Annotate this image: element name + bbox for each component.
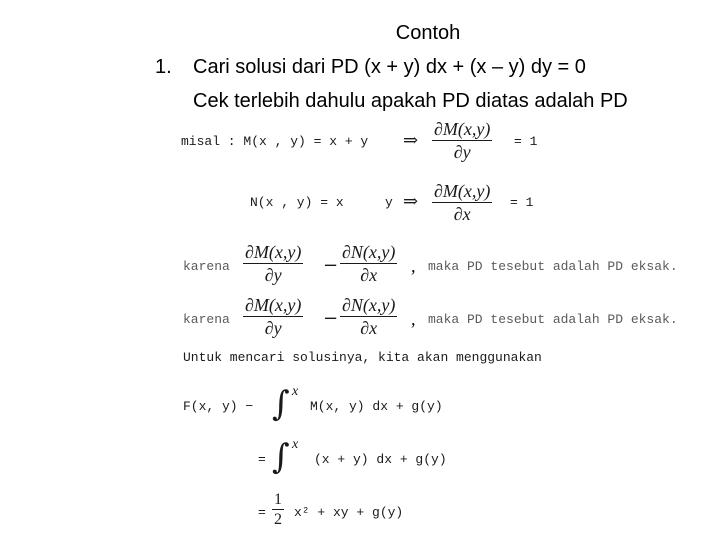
step1-upper-limit: x <box>292 384 299 399</box>
eq3-fraction-1 <box>243 241 303 286</box>
eq2-implies-arrow: ⇒ <box>403 191 419 212</box>
eq3-minus: − <box>323 255 339 276</box>
item-number: 1. <box>155 56 172 78</box>
eq2-rhs: y <box>385 195 393 210</box>
eq1-text: misal : M(x , y) = x + y <box>181 134 369 149</box>
slide-heading: Contoh <box>395 22 461 44</box>
eq3-fraction-2-denominator: ∂x <box>360 265 378 285</box>
eq1-fraction-numerator: ∂M(x,y) <box>434 119 491 139</box>
eq1-implies-arrow: ⇒ <box>403 130 419 151</box>
step1-integral-sign: ∫ <box>272 384 290 424</box>
eq3-fraction-2 <box>340 241 397 286</box>
eq1-fraction <box>432 118 492 163</box>
eq3-prefix: karena <box>183 259 230 274</box>
eq4-fraction-2-denominator: ∂x <box>360 318 378 338</box>
item-line-1: Cari solusi dari PD (x + y) dx + (x – y) dy = 0 <box>193 56 586 78</box>
eq4-minus: − <box>323 308 339 329</box>
eq2-lhs: N(x , y) = x <box>250 195 344 210</box>
step2-equals: = <box>258 452 266 467</box>
step3-fraction-numerator: 1 <box>274 491 282 508</box>
eq2-result: = 1 <box>510 195 534 210</box>
solution-intro: Untuk mencari solusinya, kita akan menggunakan <box>183 350 542 365</box>
eq4-fraction-1-denominator: ∂y <box>264 318 282 338</box>
eq1-fraction-denominator: ∂y <box>453 142 471 162</box>
eq4-prefix: karena <box>183 312 230 327</box>
eq4-fraction-2 <box>340 294 397 339</box>
step3-fraction <box>272 490 284 529</box>
step2-integrand: (x + y) dx + g(y) <box>314 452 447 467</box>
eq3-suffix: maka PD tesebut adalah PD eksak. <box>428 259 678 274</box>
eq2-fraction-numerator: ∂M(x,y) <box>434 181 491 201</box>
eq4-suffix: maka PD tesebut adalah PD eksak. <box>428 312 678 327</box>
eq3-fraction-1-numerator: ∂M(x,y) <box>245 242 302 262</box>
eq3-fraction-1-denominator: ∂y <box>264 265 282 285</box>
eq2-fraction <box>432 180 492 225</box>
item-line-2: Cek terlebih dahulu apakah PD diatas adalah PD <box>193 90 628 112</box>
eq4-fraction-1-numerator: ∂M(x,y) <box>245 295 302 315</box>
eq4-fraction-2-numerator: ∂N(x,y) <box>342 295 396 315</box>
eq3-comma: , <box>411 256 416 276</box>
step3-rest: x² + xy + g(y) <box>294 505 404 520</box>
step3-fraction-denominator: 2 <box>274 511 282 528</box>
eq4-comma: , <box>411 309 416 329</box>
step2-integral-sign: ∫ <box>272 437 290 477</box>
step2-upper-limit: x <box>292 437 299 452</box>
eq3-fraction-2-numerator: ∂N(x,y) <box>342 242 396 262</box>
step3-equals: = <box>258 505 266 520</box>
step1-integrand: M(x, y) dx + g(y) <box>310 399 443 414</box>
step1-lhs: F(x, y) − <box>183 399 254 414</box>
eq2-fraction-denominator: ∂x <box>453 204 471 224</box>
eq4-fraction-1 <box>243 294 303 339</box>
eq1-result: = 1 <box>514 134 538 149</box>
